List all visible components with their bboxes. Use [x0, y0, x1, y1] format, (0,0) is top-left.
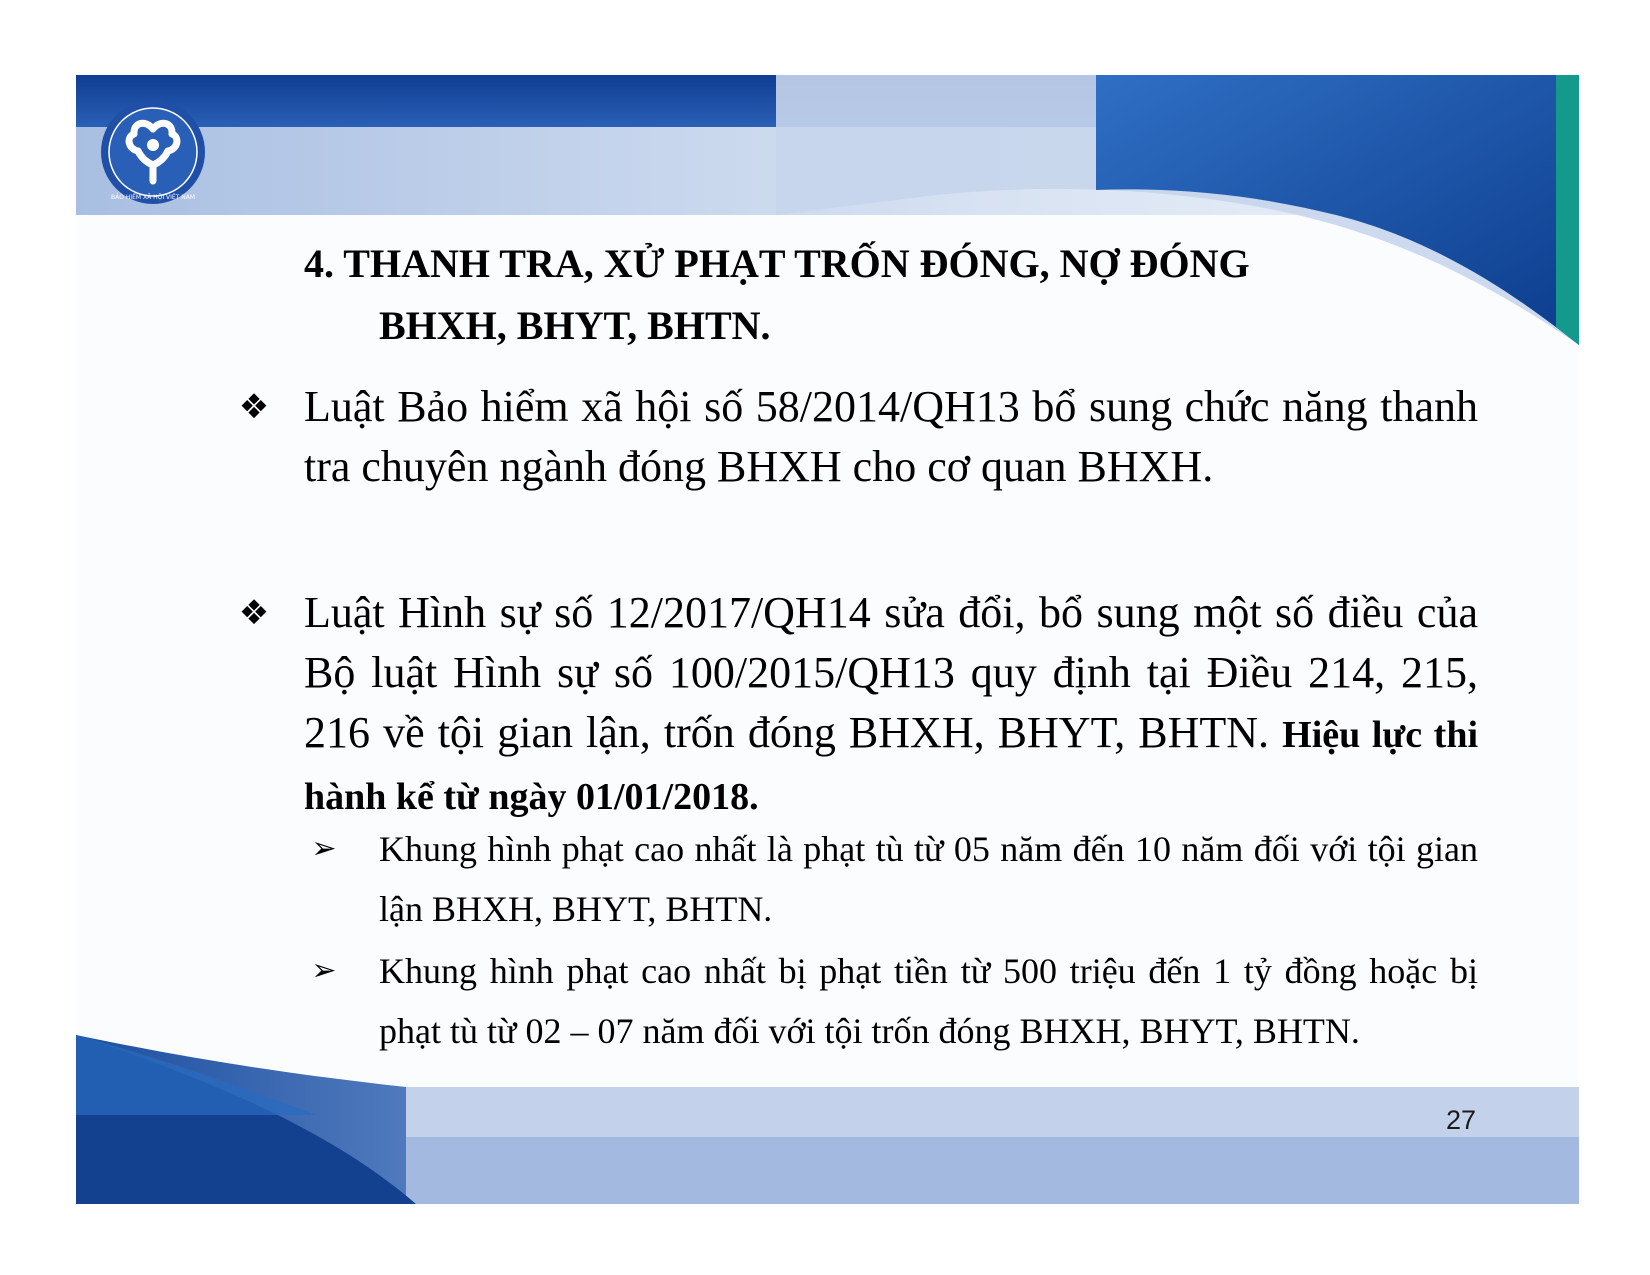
diamond-bullet-icon: ❖: [238, 593, 270, 633]
diamond-bullet-icon: ❖: [238, 387, 270, 427]
title-line-1: 4. THANH TRA, XỬ PHẠT TRỐN ĐÓNG, NỢ ĐÓNG: [304, 241, 1250, 286]
page-number: 27: [1445, 1105, 1476, 1135]
svg-text:BẢO HIỂM XÃ HỘI VIỆT NAM: BẢO HIỂM XÃ HỘI VIỆT NAM: [110, 194, 196, 201]
bullet-text: Luật Bảo hiểm xã hội số 58/2014/QH13 bổ sung chức năng thanh tra chuyên ngành đóng BHXH cho cơ quan BHXH.: [304, 382, 1478, 491]
sub-bullet-text: Khung hình phạt cao nhất bị phạt tiền từ 500 triệu đến 1 tỷ đồng hoặc bị phạt tù từ 02 – 07 năm đối với tội trốn đóng BHXH, BHYT, BHTN.: [379, 951, 1478, 1051]
slide-title: [304, 233, 1404, 357]
vss-logo-icon: [100, 99, 206, 205]
bullet-text: Luật Hình sự số 12/2017/QH14 sửa đổi, bổ sung một số điều của Bộ luật Hình sự số 100/2015/QH13 quy định tại Điều 214, 215, 216 về tội gian lận, trốn đóng BHXH, BHYT, BHTN.: [304, 588, 1478, 757]
bullet-item: [238, 583, 1479, 827]
sub-bullet-item: [311, 941, 1478, 1061]
arrow-bullet-icon: ➢: [311, 953, 337, 988]
sub-bullet-text: Khung hình phạt cao nhất là phạt tù từ 05 năm đến 10 năm đối với tội gian lận BHXH, BHYT, BHTN.: [379, 829, 1478, 929]
slide: [76, 75, 1579, 1204]
arrow-bullet-icon: ➢: [311, 831, 337, 866]
title-line-2: BHXH, BHYT, BHTN.: [379, 303, 771, 348]
bullet-emphasis: Hiệu lực thi hành kể từ ngày 01/01/2018.: [304, 714, 1479, 818]
bullet-item: [238, 377, 1478, 497]
sub-bullet-item: [311, 819, 1478, 939]
